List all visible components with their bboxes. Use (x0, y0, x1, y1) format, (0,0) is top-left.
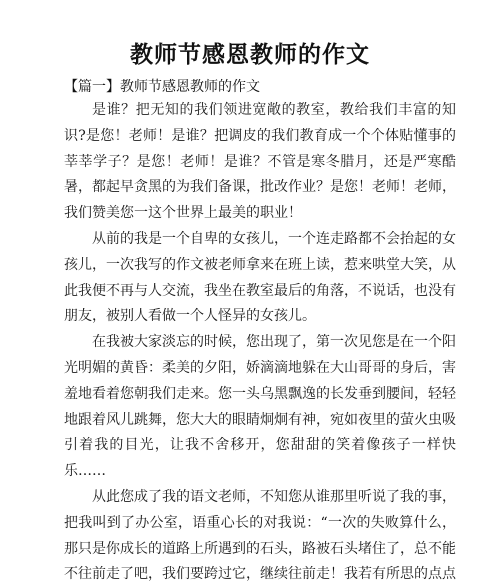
paragraph-1: 是谁？把无知的我们领进宽敞的教室，教给我们丰富的知识?是您！老师！是谁？把调皮的我们教育成一个个体贴懂事的莘莘学子？是您！老师！是谁？不管是寒冬腊月，还是严寒酷暑，都起早贪黑的为我们备课，批改作业？是您！老师！老师，我们赞美您一这个世界上最美的职业！ (64, 102, 456, 222)
section-heading: 【篇一】教师节感恩教师的作文 (64, 79, 260, 95)
document-title: 教师节感恩教师的作文 (130, 42, 370, 68)
paragraph-3: 在我被大家淡忘的时候，您出现了，第一次见您是在一个阳光明媚的黄昏：柔美的夕阳，娇滴滴地躲在大山哥哥的身后，害羞地看着您朝我们走来。您一头乌黑飘逸的长发垂到腰间，轻轻地跟着风儿跳舞，您大大的眼睛炯炯有神，宛如夜里的萤火虫吸引着我的目光，让我不舍移开，您甜甜的笑着像孩子一样快乐…… (64, 334, 456, 480)
paragraph-2: 从前的我是一个自卑的女孩儿，一个连走路都不会抬起的女孩儿，一次我写的作文被老师拿来在班上读，惹来哄堂大笑，从此我便不再与人交流，我坐在教室最后的角落，不说话，也没有朋友，被别人看做一个人怪异的女孩儿。 (64, 230, 456, 325)
paragraph-4: 从此您成了我的语文老师，不知您从谁那里听说了我的事，把我叫到了办公室，语重心长的对我说：“一次的失败算什么，那只是你成长的道路上所遇到的石头，路被石头堵住了，总不能不往前走了吧，我们要跨过它，继续往前走！我若有所思的点点 (64, 488, 456, 583)
document-body (64, 98, 456, 588)
